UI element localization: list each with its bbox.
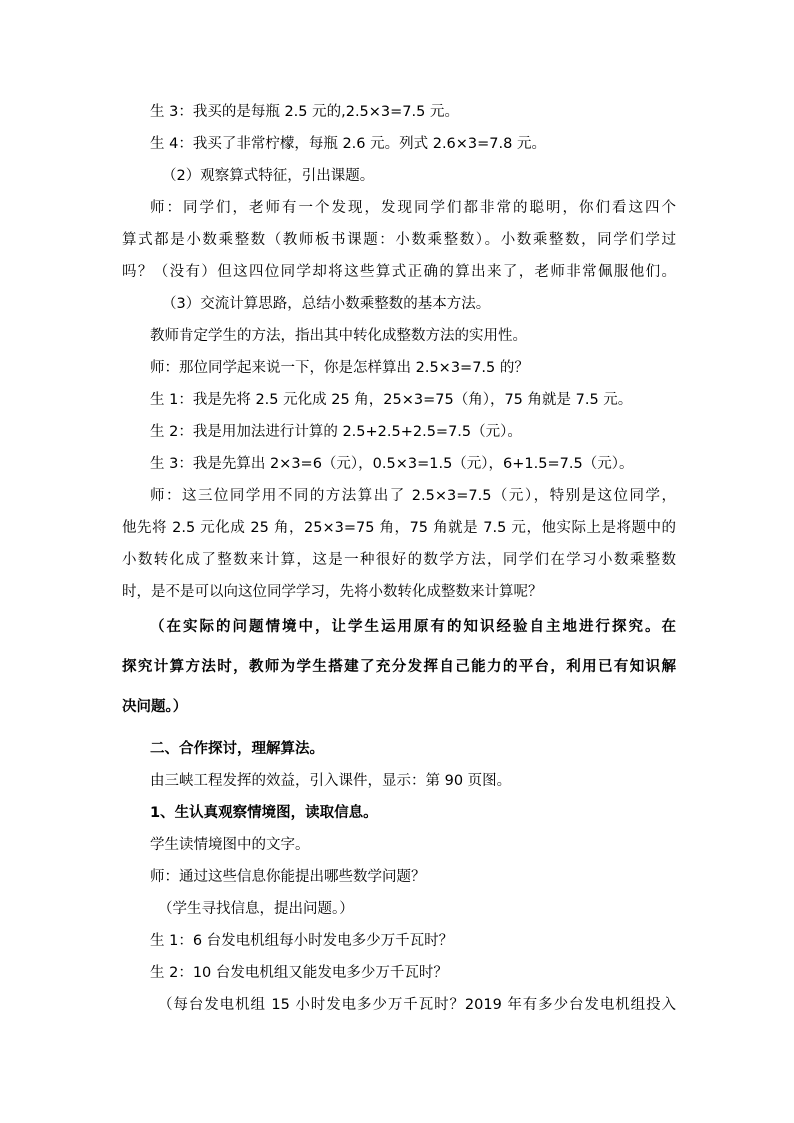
text-line: 吗？（没有）但这四位同学却将这些算式正确的算出来了，老师非常佩服他们。 (122, 264, 676, 280)
text-line: 生 2：10 台发电机组又能发电多少万千瓦时？ (150, 965, 448, 981)
text-line: （学生寻找信息，提出问题。） (158, 901, 354, 917)
text-line: 决问题。） (122, 699, 188, 715)
text-line: 师：通过这些信息你能提出哪些数学问题？ (150, 869, 426, 885)
text-line: 由三峡工程发挥的效益，引入课件，显示：第 90 页图。 (150, 773, 512, 789)
text-line: 生 2：我是用加法进行计算的 2.5+2.5+2.5=7.5（元）。 (150, 424, 522, 440)
text-line: 学生读情境图中的文字。 (150, 837, 310, 853)
text-line: 教师肯定学生的方法，指出其中转化成整数方法的实用性。 (150, 328, 527, 344)
text-line: 师：这三位同学用不同的方法算出了 2.5×3=7.5（元），特别是这位同学， (150, 488, 676, 504)
section-heading: 二、合作探讨，理解算法。 (150, 741, 324, 757)
text-line: 时，是不是可以向这位同学学习，先将小数转化成整数来计算呢？ (122, 584, 543, 600)
text-line: （每台发电机组 15 小时发电多少万千瓦时？2019 年有多少台发电机组投入 (158, 997, 676, 1013)
text-line: 生 4：我买了非常柠檬，每瓶 2.6 元。列式 2.6×3=7.8 元。 (150, 136, 546, 152)
text-line: （3）交流计算思路，总结小数乘整数的基本方法。 (162, 296, 491, 312)
text-line: 算式都是小数乘整数（教师板书课题：小数乘整数）。小数乘整数，同学们学过 (122, 232, 676, 248)
text-line: （2）观察算式特征，引出课题。 (162, 168, 375, 184)
subsection-heading: 1、生认真观察情境图，读取信息。 (150, 805, 378, 821)
text-line: 师：那位同学起来说一下，你是怎样算出 2.5×3=7.5 的？ (150, 360, 529, 376)
text-line: 生 1：6 台发电机组每小时发电多少万千瓦时？ (150, 933, 454, 949)
text-line: 小数转化成了整数来计算，这是一种很好的数学方法，同学们在学习小数乘整数 (122, 552, 676, 568)
text-line: 师：同学们，老师有一个发现，发现同学们都非常的聪明，你们看这四个 (150, 200, 676, 216)
text-line: 他先将 2.5 元化成 25 角，25×3=75 角，75 角就是 7.5 元，他实际上是将题中的 (122, 520, 676, 536)
text-line: 生 3：我是先算出 2×3=6（元），0.5×3=1.5（元），6+1.5=7.5（元）。 (150, 456, 634, 472)
text-line: 探究计算方法时，教师为学生搭建了充分发挥自己能力的平台，利用已有知识解 (122, 659, 676, 675)
text-line: 生 1：我是先将 2.5 元化成 25 角，25×3=75（角），75 角就是 7.5 元。 (150, 392, 633, 408)
text-line: （在实际的问题情境中，让学生运用原有的知识经验自主地进行探究。在 (150, 619, 676, 635)
text-line: 生 3：我买的是每瓶 2.5 元的,2.5×3=7.5 元。 (150, 104, 459, 120)
